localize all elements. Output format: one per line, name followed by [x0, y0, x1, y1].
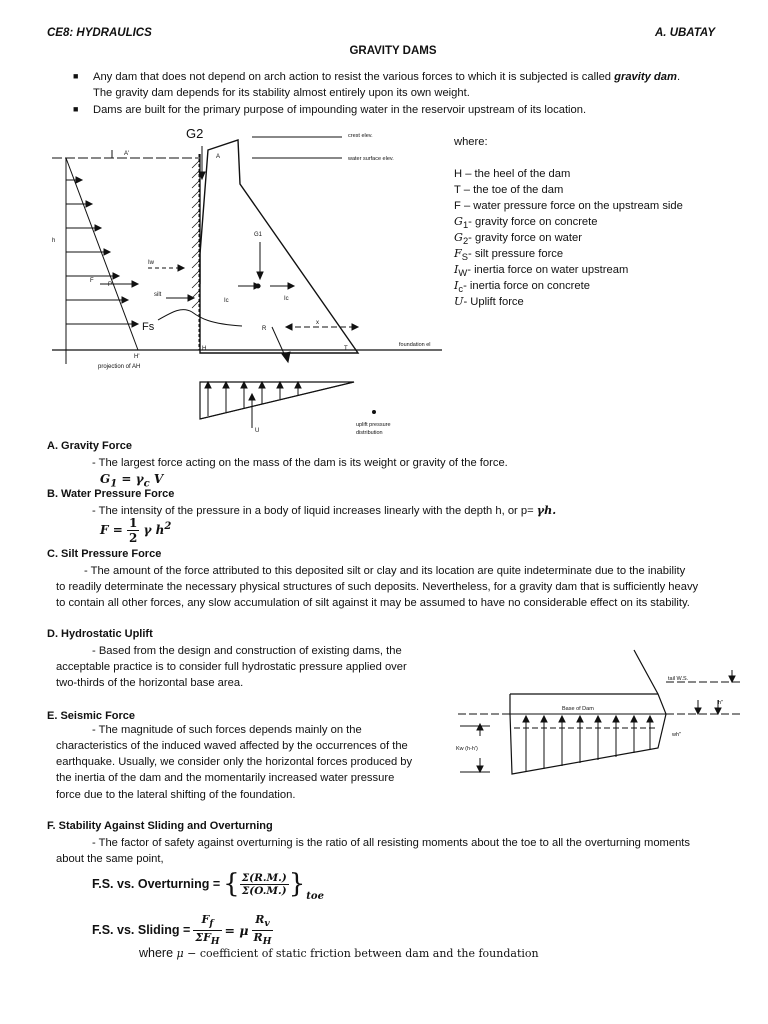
p-label: P: [108, 282, 113, 288]
kw-label: Kw (h-h'): [456, 746, 478, 752]
where-item: [454, 262, 754, 278]
page-title: GRAVITY DAMS: [349, 45, 437, 57]
section-a-title: A. Gravity Force: [47, 440, 132, 452]
section-f-title: F. Stability Against Sliding and Overturning: [47, 820, 273, 832]
projection-label: projection of AH: [98, 364, 141, 370]
half-fraction: [127, 516, 139, 545]
sfh-subscript: H: [210, 935, 220, 947]
section-c-title: C. Silt Pressure Force: [47, 548, 162, 560]
where-item: [454, 294, 754, 310]
where-item: [454, 230, 754, 246]
h-prime-label: H': [134, 354, 140, 360]
section-d-line2: acceptable practice is to consider full hydrostatic pressure applied over: [56, 661, 407, 673]
formula-sub: 1: [110, 478, 118, 490]
gravity-dam-diagram: [42, 124, 446, 442]
where-symbol: G: [454, 215, 463, 228]
friction-fraction: [193, 913, 221, 946]
dam-section: [200, 140, 358, 353]
overturning-label: F.S. vs. Overturning =: [92, 877, 221, 891]
where-subscript: 1: [462, 220, 469, 231]
left-brace-icon: {: [223, 869, 240, 899]
rv-subscript: v: [264, 918, 270, 930]
where-item: [454, 246, 754, 262]
where-heading: where:: [454, 136, 488, 148]
hydrostatic-arrows: [66, 146, 376, 428]
mu-description: − coefficient of static friction between dam and the foundation: [183, 947, 539, 960]
vertical-reaction: [252, 913, 274, 930]
tail-ws-label: tail W.S.: [668, 676, 689, 682]
bullet-2-text: Dams are built for the primary purpose of impounding water in the reservoir upstream of its location.: [93, 104, 587, 116]
gravity-force-formula: [100, 472, 163, 489]
where-symbol: F: [454, 247, 462, 260]
x-label: x: [316, 320, 319, 326]
author-header: A. UBATAY: [655, 27, 716, 39]
heel-label: H: [202, 346, 207, 352]
rv-symbol: R: [255, 913, 265, 927]
section-a-text: - The largest force acting on the mass of the dam is its weight or gravity of the force.: [92, 457, 508, 469]
equals-mu: = μ: [224, 922, 249, 938]
rh-symbol: R: [253, 930, 263, 944]
water-surface-label: water surface elev.: [348, 156, 394, 162]
formula-gamma: = γ: [121, 472, 144, 486]
section-c-line1: - The amount of the force attributed to this deposited silt or clay and its location are quite indeterminate due to the inability: [84, 565, 686, 577]
overturning-formula: [92, 866, 324, 902]
base-of-dam-label: Base of Dam: [562, 706, 594, 712]
horizontal-reaction: [252, 931, 274, 947]
sum-horizontal-forces: [193, 931, 221, 947]
where-symbol: F: [454, 200, 461, 212]
uplift-label: uplift pressure: [356, 422, 391, 428]
where-desc: – water pressure force on the upstream side: [460, 200, 683, 212]
where-desc: - gravity force on water: [468, 232, 582, 244]
where-desc: - Uplift force: [463, 296, 524, 308]
bullet-1-line1: Any dam that does not depend on arch action to resist the various forces to which it is subjected is called: [93, 71, 615, 83]
bullet-1-text: [93, 69, 733, 101]
pressure-diagram-hypotenuse: [66, 158, 138, 350]
formula-gamma-h: γ h: [143, 523, 165, 537]
where-symbol: I: [454, 263, 459, 276]
formula-g: G: [100, 472, 111, 486]
ic-left-label: Ic: [224, 298, 229, 304]
where-symbol: G: [454, 231, 463, 244]
section-e-line5: force due to the lateral shifting of the foundation.: [56, 789, 296, 801]
where-desc: - gravity force on concrete: [468, 216, 598, 228]
f-label: F: [90, 278, 94, 284]
iw-label: Iw: [148, 260, 154, 266]
mu-definition: [139, 946, 539, 960]
where-symbol: U: [454, 295, 464, 308]
formula-v: V: [153, 472, 164, 486]
bullet-marker: ■: [73, 71, 79, 81]
section-e-line1: - The magnitude of such forces depends mainly on the: [92, 724, 362, 736]
r-label: R: [262, 326, 267, 332]
section-c-line2: to readily determinate the necessary physical structures of such deposits. Nevertheless, for a gravity dam that is sufficiently heavy: [56, 581, 699, 593]
where-item: [454, 182, 754, 198]
ic-right-label: Ic: [284, 296, 289, 302]
section-e-line3: earthquake. Usually, we consider only the horizontal forces produced by: [56, 756, 413, 768]
where-item: [454, 278, 754, 294]
foundation-label: foundation el: [399, 342, 431, 348]
silt-label: silt: [154, 292, 162, 298]
where-list: [454, 166, 754, 310]
where-desc: - silt pressure force: [468, 248, 564, 260]
uplift-diagram: [454, 640, 744, 790]
where-item: [454, 198, 754, 214]
dam-outline: [510, 650, 666, 774]
section-e-title: E. Seismic Force: [47, 710, 136, 722]
wh-label: wh": [672, 732, 681, 738]
resisting-moments: Σ(R.M.): [241, 871, 287, 884]
where-subscript: S: [461, 252, 468, 263]
section-b-text: [92, 503, 556, 517]
where-symbol: T: [454, 184, 461, 196]
friction-force: [193, 913, 221, 930]
overturning-moments: Σ(O.M.): [241, 884, 287, 897]
ff-symbol: F: [201, 913, 210, 927]
gravity-dam-term: gravity dam: [614, 71, 677, 83]
section-f-line1: - The factor of safety against overturning is the ratio of all resisting moments about the toe to all the overturning moments: [92, 837, 691, 849]
toe-label: T: [344, 346, 348, 352]
section-d-line3: two-thirds of the horizontal base area.: [56, 677, 244, 689]
numerator: 1: [128, 516, 138, 530]
reaction-fraction: [252, 913, 274, 946]
section-c-line3: to contain all other forces, any slow accumulation of silt against it may be assumed to have no considerable effect on its stability.: [56, 597, 690, 609]
mu-symbol: μ: [176, 947, 184, 960]
where-desc: – the toe of the dam: [460, 184, 564, 196]
formula-exponent: 2: [164, 521, 172, 532]
where-desc: - inertia force on concrete: [463, 280, 590, 292]
bullet-1-line2: The gravity dam depends for its stability almost entirely upon its own weight.: [93, 87, 470, 99]
h-label: h: [52, 238, 56, 244]
ff-subscript: f: [209, 918, 214, 930]
where-subscript: W: [458, 268, 468, 279]
section-d-line1: - Based from the design and construction of existing dams, the: [92, 645, 402, 657]
fs-label: Fs: [142, 321, 155, 333]
section-f-line2: about the same point,: [56, 853, 164, 865]
sfh-symbol: ΣF: [195, 930, 211, 944]
a-prime-label: A': [124, 151, 130, 157]
sliding-label: F.S. vs. Sliding =: [92, 923, 191, 937]
a-label: A: [216, 154, 221, 160]
water-pressure-formula: [100, 516, 171, 545]
section-d-title: D. Hydrostatic Uplift: [47, 628, 153, 640]
where-prefix: where: [139, 946, 177, 960]
denominator: 2: [128, 531, 138, 545]
where-item: [454, 214, 754, 230]
section-e-line4: the inertia of the dam and the momentarily increased water pressure: [56, 772, 395, 784]
u-label: U: [255, 428, 260, 434]
gamma-h-term: γh.: [536, 503, 557, 517]
crest-elev-label: crest elev.: [348, 133, 373, 139]
rh-subscript: H: [262, 935, 272, 947]
g2-label: G2: [186, 126, 204, 141]
where-subscript: c: [458, 284, 464, 295]
toe-subscript: toe: [306, 891, 324, 902]
section-b-title: B. Water Pressure Force: [47, 488, 175, 500]
where-symbol: I: [454, 279, 459, 292]
formula-f: F =: [100, 523, 123, 537]
section-b-body: - The intensity of the pressure in a body of liquid increases linearly with the depth h, or p=: [92, 505, 537, 517]
course-header: CE8: HYDRAULICS: [47, 27, 152, 39]
bullet-1-period: .: [676, 71, 681, 83]
section-e-line2: characteristics of the induced waved affected by the occurrences of the: [56, 740, 408, 752]
distribution-label: distribution: [356, 430, 383, 436]
bullet-marker: ■: [73, 104, 79, 114]
h-double-prime-label: h": [718, 700, 724, 706]
where-desc: - inertia force on water upstream: [467, 264, 629, 276]
formula-sub: c: [143, 478, 150, 490]
right-brace-icon: }: [288, 869, 306, 899]
g1-label: G1: [254, 232, 263, 238]
where-subscript: 2: [462, 236, 469, 247]
where-symbol: H: [454, 168, 463, 180]
overturning-fraction: [240, 872, 289, 897]
where-desc: – the heel of the dam: [462, 168, 571, 180]
sliding-formula: [92, 912, 273, 948]
where-item: [454, 166, 754, 182]
